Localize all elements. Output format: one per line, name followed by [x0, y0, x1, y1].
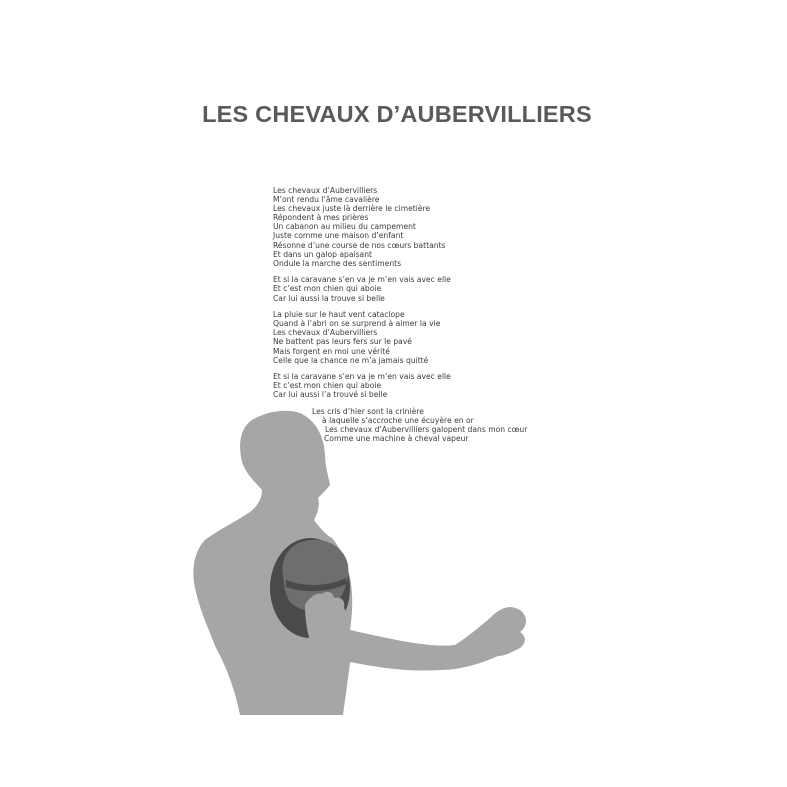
- poem-line: Répondent à mes prières: [273, 213, 369, 223]
- poem-line: Car lui aussi la trouve si belle: [273, 293, 385, 303]
- poem-line: Et c’est mon chien qui aboie: [273, 381, 382, 391]
- poem-line: à laquelle s’accroche une écuyère en or: [322, 416, 474, 426]
- poem-line: Mais forgent en moi une vérité: [273, 346, 390, 356]
- poem-line: Ondule la marche des sentiments: [273, 258, 402, 268]
- poem-line: Quand à l’abri on se surprend à aimer la vie: [273, 319, 441, 329]
- poem-line: Les chevaux d’Aubervilliers: [273, 186, 378, 195]
- poem-line: Celle que la chance ne m’a jamais quitté: [273, 355, 429, 365]
- poem-line: La pluie sur le haut vent cataclope: [273, 310, 405, 320]
- poster-title: LES CHEVAUX D’AUBERVILLIERS: [202, 101, 592, 127]
- poem-line: Comme une machine à cheval vapeur: [324, 434, 469, 444]
- man-body-shape: [193, 411, 526, 715]
- poem-line: Ne battent pas leurs fers sur le pavé: [273, 337, 412, 347]
- poem-line: Car lui aussi l’a trouvé si belle: [273, 390, 388, 400]
- poem-line: Les chevaux juste là derrière le cimetière: [273, 204, 431, 214]
- poem-line: Juste comme une maison d’enfant: [273, 231, 404, 241]
- poem-line: Et si la caravane s’en va je m’en vais avec elle: [273, 372, 451, 382]
- poem-line: Et dans un galop apaisant: [273, 249, 372, 259]
- poem-line: Les chevaux d’Aubervilliers galopent dans mon cœur: [325, 425, 528, 435]
- poem-line: Et si la caravane s’en va je m’en vais avec elle: [273, 275, 451, 285]
- poem-line: Les chevaux d’Aubervilliers: [273, 328, 378, 338]
- poem-line: Un cabanon au milieu du campement: [273, 222, 416, 232]
- poem-line: Les cris d’hier sont la crinière: [312, 406, 424, 416]
- poem-line: Et c’est mon chien qui aboie: [273, 284, 382, 294]
- poem-line: M’ont rendu l’âme cavalière: [273, 195, 380, 205]
- poem-line: Résonne d’une course de nos cœurs battants: [273, 240, 446, 250]
